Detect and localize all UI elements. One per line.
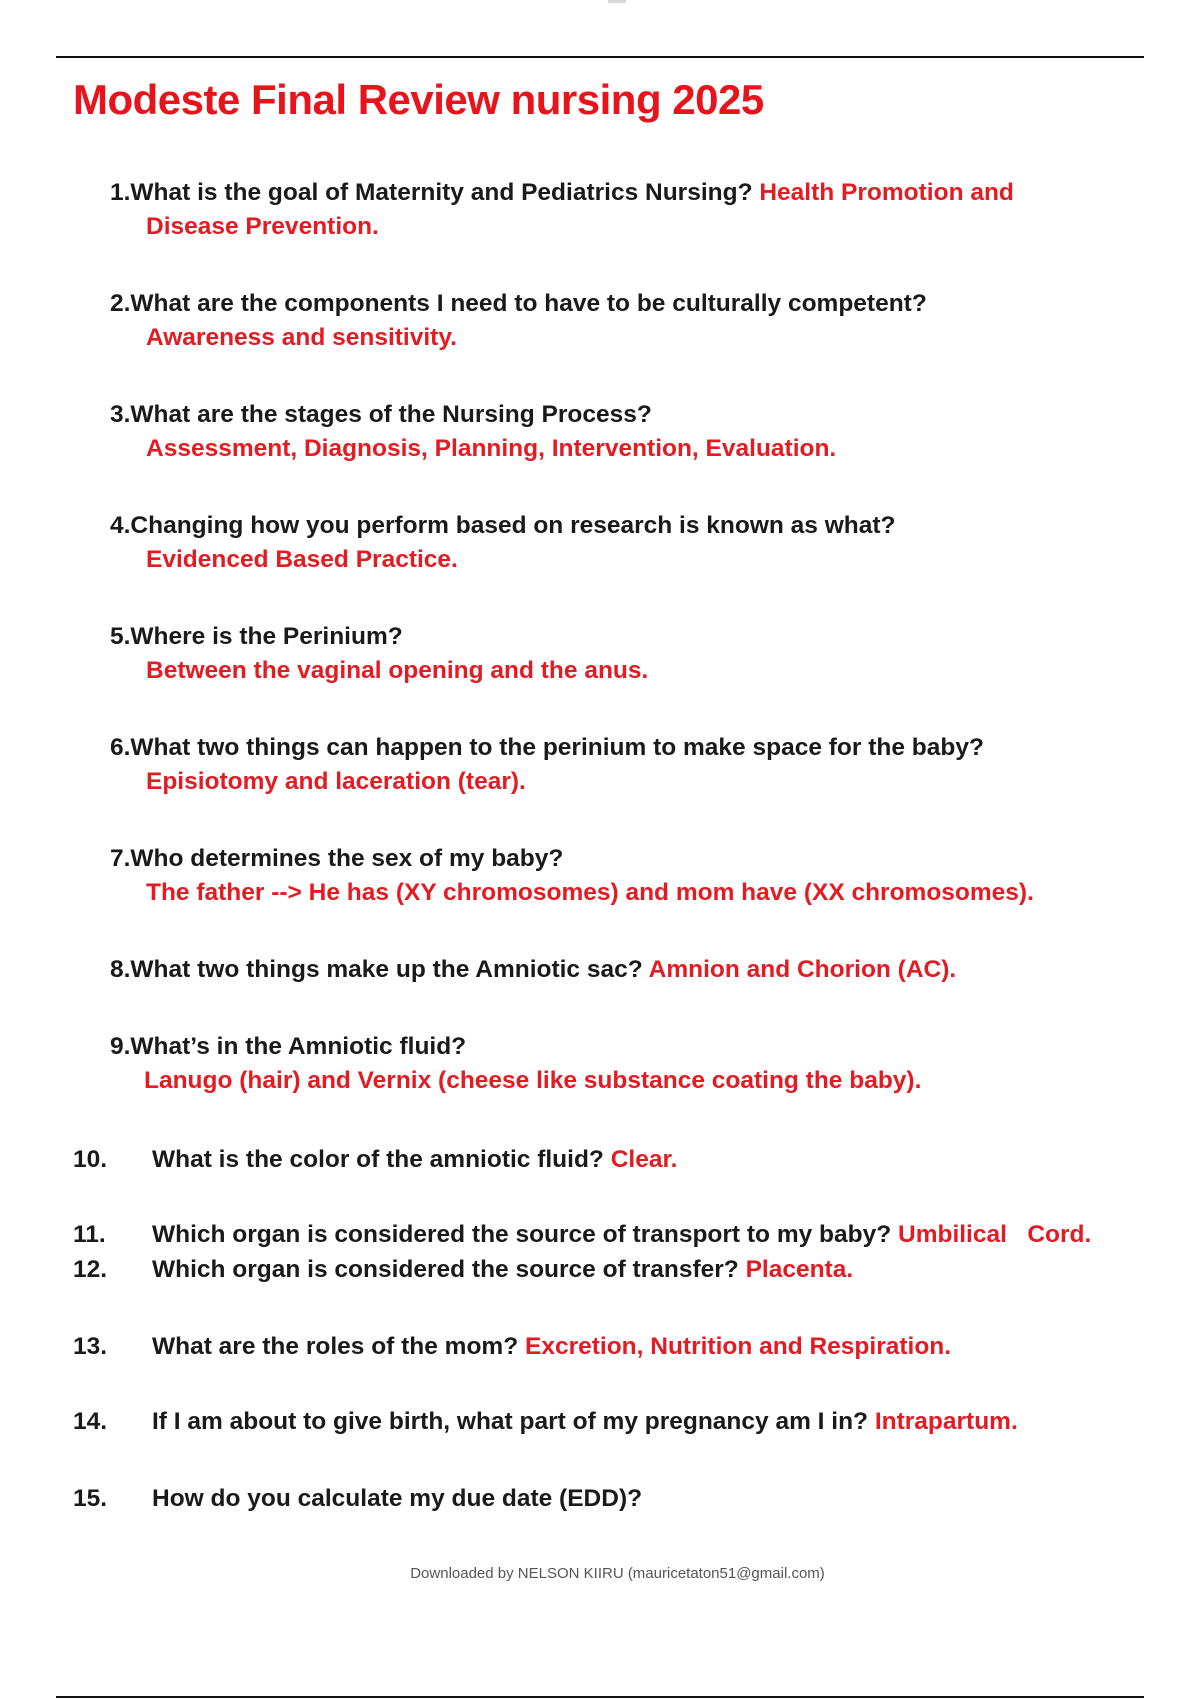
question-number: 14. (73, 1408, 108, 1435)
question-number: 15. (73, 1485, 108, 1512)
question-text: 6.What two things can happen to the perinium to make space for the baby? (110, 734, 984, 761)
answer-text: Health Promotion and (759, 179, 1014, 206)
question-6 (110, 731, 984, 799)
header-rule (56, 56, 1144, 58)
page-edge-mark (608, 0, 626, 3)
download-footer: Downloaded by NELSON KIIRU (mauricetaton51@gmail.com) (410, 1565, 825, 1582)
question-text: If I am about to give birth, what part of my pregnancy am I in? (152, 1408, 869, 1435)
question-text: 1.What is the goal of Maternity and Pediatrics Nursing? (110, 179, 753, 206)
question-9 (110, 1030, 921, 1098)
question-2 (110, 287, 927, 355)
question-text: 2.What are the components I need to have to be culturally competent? (110, 290, 927, 317)
question-text: 5.Where is the Perinium? (110, 623, 403, 650)
question-text: 9.What’s in the Amniotic fluid? (110, 1033, 467, 1060)
answer-text: Episiotomy and laceration (tear). (146, 768, 526, 795)
question-text: What is the color of the amniotic fluid? (152, 1146, 604, 1173)
answer-text: Umbilical Cord. (898, 1221, 1092, 1248)
question-number: 13. (73, 1333, 108, 1360)
question-text: How do you calculate my due date (EDD)? (152, 1485, 643, 1512)
question-text: Which organ is considered the source of transfer? (152, 1256, 739, 1283)
answer-text: Placenta. (745, 1256, 854, 1283)
question-number: 12. (73, 1256, 108, 1283)
question-text: 4.Changing how you perform based on research is known as what? (110, 512, 896, 539)
answer-text: Lanugo (hair) and Vernix (cheese like substance coating the baby). (144, 1067, 922, 1094)
question-text: What are the roles of the mom? (152, 1333, 519, 1360)
answer-text: Clear. (610, 1146, 678, 1173)
answer-text: Excretion, Nutrition and Respiration. (525, 1333, 952, 1360)
question-5 (110, 620, 648, 688)
question-7 (110, 842, 1034, 910)
question-1 (110, 176, 1014, 244)
document-title: Modeste Final Review nursing 2025 (73, 76, 764, 123)
answer-text: The father --> He has (XY chromosomes) and mom have (XX chromosomes). (146, 879, 1034, 906)
answer-text-continued: Disease Prevention. (146, 213, 379, 240)
answer-text: Amnion and Chorion (AC). (648, 956, 957, 983)
question-text: 8.What two things make up the Amniotic sac? (110, 956, 643, 983)
question-number: 10. (73, 1146, 108, 1173)
question-text: 7.Who determines the sex of my baby? (110, 845, 564, 872)
question-8 (110, 953, 956, 987)
answer-text: Awareness and sensitivity. (146, 324, 457, 351)
question-text: Which organ is considered the source of transport to my baby? (152, 1221, 892, 1248)
answer-text: Assessment, Diagnosis, Planning, Intervention, Evaluation. (146, 435, 837, 462)
answer-text: Intrapartum. (874, 1408, 1018, 1435)
answer-text: Between the vaginal opening and the anus. (146, 657, 649, 684)
question-4 (110, 509, 896, 577)
answer-text: Evidenced Based Practice. (146, 546, 458, 573)
question-text: 3.What are the stages of the Nursing Process? (110, 401, 652, 428)
footer-rule (56, 1696, 1144, 1698)
question-3 (110, 398, 836, 466)
question-number: 11. (73, 1221, 106, 1248)
